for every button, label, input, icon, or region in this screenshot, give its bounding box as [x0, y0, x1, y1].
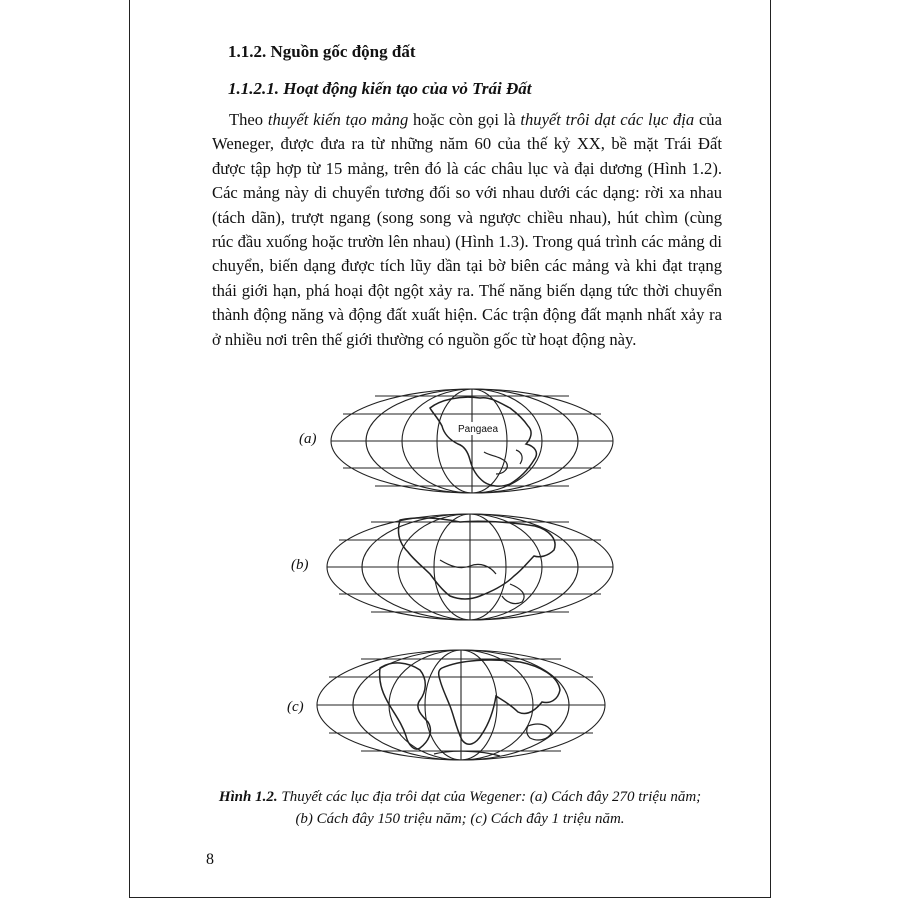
paragraph-text: hoặc còn gọi là: [408, 110, 521, 129]
paragraph-text: Theo: [229, 110, 268, 129]
section-heading: 1.1.2. Nguồn gốc động đất: [228, 42, 416, 61]
figure-label-a: (a): [299, 431, 317, 447]
continental-drift-figure: [130, 0, 772, 898]
figure-label-b: (b): [291, 557, 309, 573]
paragraph-italic-term: thuyết trôi dạt các lục địa: [520, 110, 695, 129]
page-number: 8: [206, 851, 214, 868]
paragraph-text: của Weneger, được đưa ra từ những năm 60 của thế kỷ XX, bề mặt Trái Đất được tập hợp từ 15 mảng, trên đó là các châu lục và đại dương (Hình 1.2). Các mảng này di chuyển tương đối so với nhau dưới các dạng: rời xa nhau (tách dãn), trượt ngang (song song và ngược chiều nhau), hút chìm (cùng rúc đầu xuống hoặc trườn lên nhau) (Hình 1.3). Trong quá trình các mảng di chuyển, biến dạng được tích lũy dần tại bờ biên các mảng và khi đạt trạng thái giới hạn, phá hoại đột ngột xảy ra. Thế năng biến dạng tức thời chuyển thành động năng và động đất xuất hiện. Các trận động đất mạnh nhất xảy ra ở nhiều nơi trên thế giới thường có nguồn gốc từ hoạt động này.: [212, 110, 722, 349]
caption-text: Thuyết các lục địa trôi dạt của Wegener: (a) Cách đây 270 triệu năm; (b) Cách đây 150 triệu năm; (c) Cách đây 1 triệu năm.: [277, 789, 702, 827]
figure-caption: [210, 786, 710, 830]
paragraph-italic-term: thuyết kiến tạo mảng: [267, 110, 409, 129]
caption-label: Hình 1.2.: [218, 789, 278, 805]
figure-label-c: (c): [287, 699, 304, 715]
map-c-1-million-years: [317, 650, 605, 760]
map-b-150-million-years: [327, 514, 613, 620]
map-a-270-million-years: [331, 389, 613, 493]
document-page: [129, 0, 771, 898]
subsection-heading: 1.1.2.1. Hoạt động kiến tạo của vỏ Trái Đất: [228, 79, 532, 98]
pangaea-map-label: Pangaea: [458, 424, 499, 435]
